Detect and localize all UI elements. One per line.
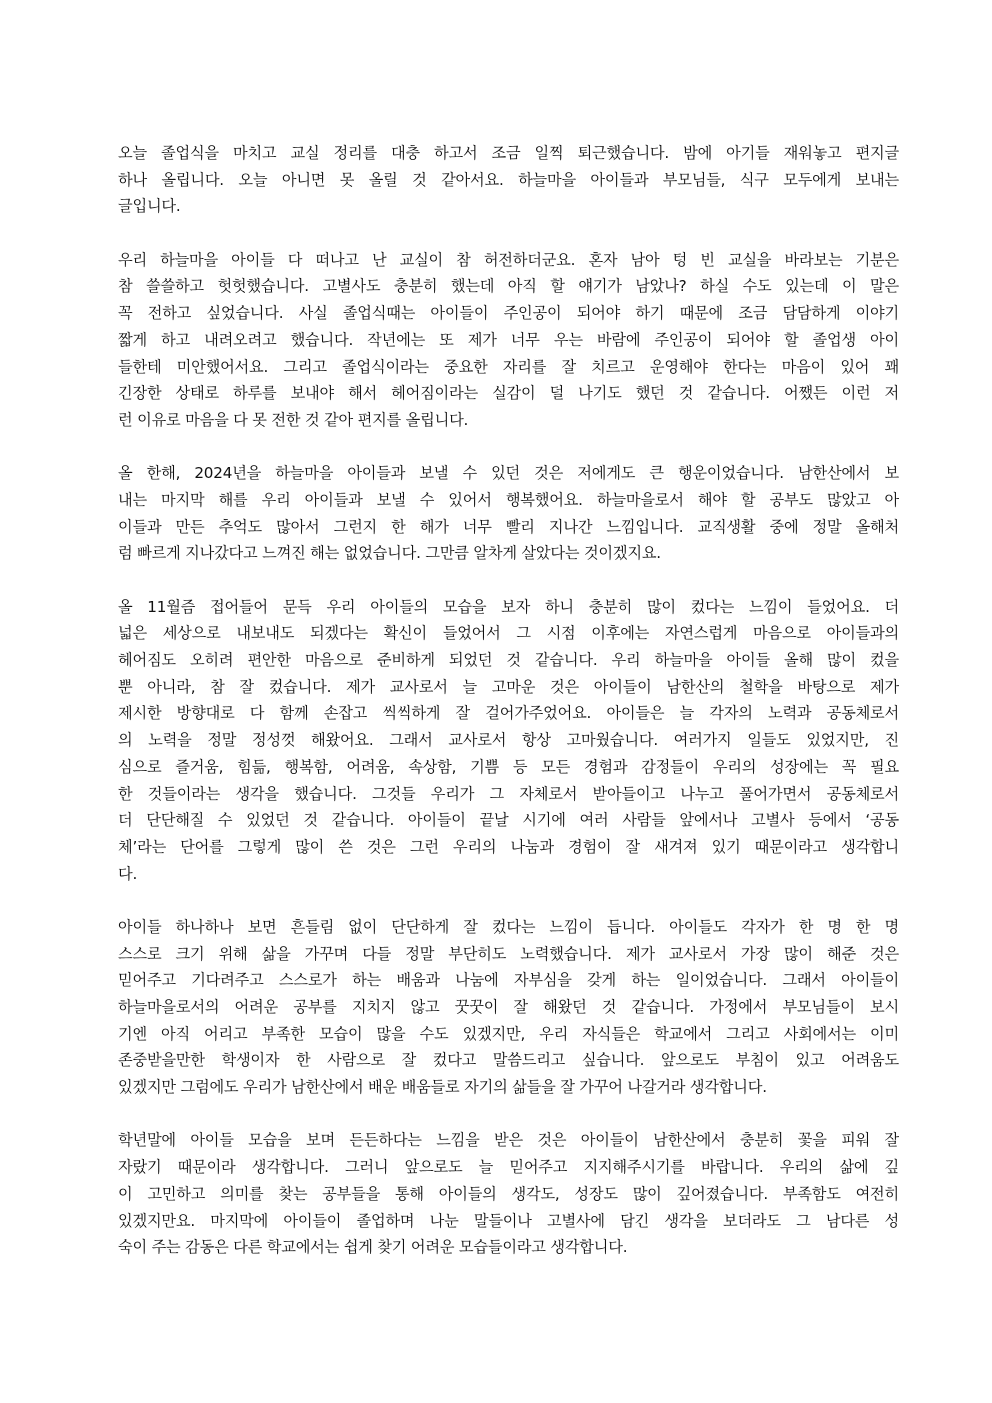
text-line: 이 고민하고 의미를 찾는 공부들을 통해 아이들의 생각도, 성장도 많이 깊어졌습니다. 부족함도 여전히 xyxy=(118,1184,899,1203)
text-line: 믿어주고 기다려주고 스스로가 하는 배움과 나눔에 자부심을 갖게 하는 일이었습니다. 그래서 아이들이 xyxy=(118,971,899,990)
text-line: 헤어짐도 오히려 편안한 마음으로 준비하게 되었던 것 같습니다. 우리 하늘마을 아이들 올해 많이 컸을 xyxy=(118,651,899,670)
text-line: 럼 빠르게 지나갔다고 느껴진 해는 없었습니다. 그만큼 알차게 살았다는 것이겠지요. xyxy=(118,544,661,563)
text-line: 학년말에 아이들 모습을 보며 든든하다는 느낌을 받은 것은 아이들이 남한산에서 충분히 꽃을 피워 잘 xyxy=(118,1131,899,1150)
text-line: 있겠지만요. 마지막에 아이들이 졸업하며 나눈 말들이나 고별사에 담긴 생각을 보더라도 그 남다른 성 xyxy=(118,1211,899,1230)
text-line: 짧게 하고 내려오려고 했습니다. 작년에는 또 제가 너무 우는 바람에 주인공이 되어야 할 졸업생 아이 xyxy=(118,330,899,349)
text-line: 존중받을만한 학생이자 한 사람으로 잘 컸다고 말씀드리고 싶습니다. 앞으로도 부침이 있고 어려움도 xyxy=(118,1051,899,1070)
text-line: 런 이유로 마음을 다 못 전한 것 같아 편지를 올립니다. xyxy=(118,410,469,429)
text-line: 우리 하늘마을 아이들 다 떠나고 난 교실이 참 허전하더군요. 혼자 남아 텅 빈 교실을 바라보는 기분은 xyxy=(118,250,899,269)
text-line: 꼭 전하고 싶었습니다. 사실 졸업식때는 아이들이 주인공이 되어야 하기 때문에 조금 담담하게 이야기 xyxy=(118,304,899,323)
text-line: 올 11월즘 접어들어 문득 우리 아이들의 모습을 보자 하니 충분히 많이 컸다는 느낌이 들었어요. 더 xyxy=(118,597,899,616)
text-line: 체’라는 단어를 그렇게 많이 쓴 것은 그런 우리의 나눔과 경험이 잘 새겨져 있기 때문이라고 생각합니 xyxy=(118,837,899,856)
text-line: 들한테 미안했어서요. 그리고 졸업식이라는 중요한 자리를 잘 치르고 운영해야 한다는 마음이 있어 꽤 xyxy=(118,357,899,376)
text-line: 뿐 아니라, 참 잘 컸습니다. 제가 교사로서 늘 고마운 것은 아이들이 남한산의 철학을 바탕으로 제가 xyxy=(118,677,899,696)
text-line: 기엔 아직 어리고 부족한 모습이 많을 수도 있겠지만, 우리 자식들은 학교에서 그리고 사회에서는 이미 xyxy=(118,1024,899,1043)
text-line: 하늘마을로서의 어려운 공부를 지치지 않고 꿋꿋이 잘 해왔던 것 같습니다. 가정에서 부모님들이 보시 xyxy=(118,998,899,1016)
text-line: 자랐기 때문이라 생각합니다. 그러니 앞으로도 늘 믿어주고 지지해주시기를 바랍니다. 우리의 삶에 깊 xyxy=(118,1158,899,1177)
text-line: 아이들 하나하나 보면 흔들림 없이 단단하게 잘 컸다는 느낌이 듭니다. 아이들도 각자가 한 명 한 명 xyxy=(118,917,899,936)
text-line: 올 한해, 2024년을 하늘마을 아이들과 보낼 수 있던 것은 저에게도 큰 행운이었습니다. 남한산에서 보 xyxy=(118,464,899,483)
text-line: 글입니다. xyxy=(118,197,181,216)
paragraph-1 xyxy=(118,140,899,220)
text-line: 더 단단해질 수 있었던 것 같습니다. 아이들이 끝날 시기에 여러 사람들 앞에서나 고별사 등에서 ‘공동 xyxy=(118,811,899,830)
text-line: 제시한 방향대로 다 함께 손잡고 씩씩하게 잘 걸어가주었어요. 아이들은 늘 각자의 노력과 공동체로서 xyxy=(118,704,899,723)
text-line: 넓은 세상으로 내보내도 되겠다는 확신이 들었어서 그 시점 이후에는 자연스럽게 마음으로 아이들과의 xyxy=(118,624,899,643)
text-line: 참 쓸쓸하고 헛헛했습니다. 고별사도 충분히 했는데 아직 할 얘기가 남았나? 하실 수도 있는데 이 말은 xyxy=(118,277,899,296)
text-line: 의 노력을 정말 정성껏 해왔어요. 그래서 교사로서 항상 고마웠습니다. 여러가지 일들도 있었지만, 진 xyxy=(118,731,899,750)
text-line: 다. xyxy=(118,864,138,883)
text-line: 하나 올립니다. 오늘 아니면 못 올릴 것 같아서요. 하늘마을 아이들과 부모님들, 식구 모두에게 보내는 xyxy=(118,170,899,189)
paragraph-6 xyxy=(118,1127,899,1260)
text-line: 스스로 크기 위해 삶을 가꾸며 다들 정말 부단히도 노력했습니다. 제가 교사로서 가장 많이 해준 것은 xyxy=(118,944,899,963)
text-line: 오늘 졸업식을 마치고 교실 정리를 대충 하고서 조금 일찍 퇴근했습니다. 밤에 아기들 재워놓고 편지글 xyxy=(118,144,899,162)
paragraph-3 xyxy=(118,460,899,567)
text-line: 긴장한 상태로 하루를 보내야 해서 헤어짐이라는 실감이 덜 나기도 했던 것 같습니다. 어쨌든 이런 저 xyxy=(118,384,899,403)
paragraph-5 xyxy=(118,914,899,1101)
paragraph-2 xyxy=(118,247,899,434)
letter-document xyxy=(118,140,899,1288)
text-line: 있겠지만 그럼에도 우리가 남한산에서 배운 배움들로 자기의 삶들을 잘 가꾸어 나갈거라 생각합니다. xyxy=(118,1078,767,1097)
text-line: 내는 마지막 해를 우리 아이들과 보낼 수 있어서 행복했어요. 하늘마을로서 해야 할 공부도 많았고 아 xyxy=(118,490,899,509)
text-line: 이들과 만든 추억도 많아서 그런지 한 해가 너무 빨리 지나간 느낌입니다. 교직생활 중에 정말 올해처 xyxy=(118,517,899,536)
text-line: 한 것들이라는 생각을 했습니다. 그것들 우리가 그 자체로서 받아들이고 나누고 풀어가면서 공동체로서 xyxy=(118,784,899,803)
paragraph-4 xyxy=(118,594,899,888)
text-line: 심으로 즐거움, 힘듦, 행복함, 어려움, 속상함, 기쁨 등 모든 경험과 감정들이 우리의 성장에는 꼭 필요 xyxy=(118,757,899,776)
text-line: 숙이 주는 감동은 다른 학교에서는 쉽게 찾기 어려운 모습들이라고 생각합니다. xyxy=(118,1238,628,1257)
